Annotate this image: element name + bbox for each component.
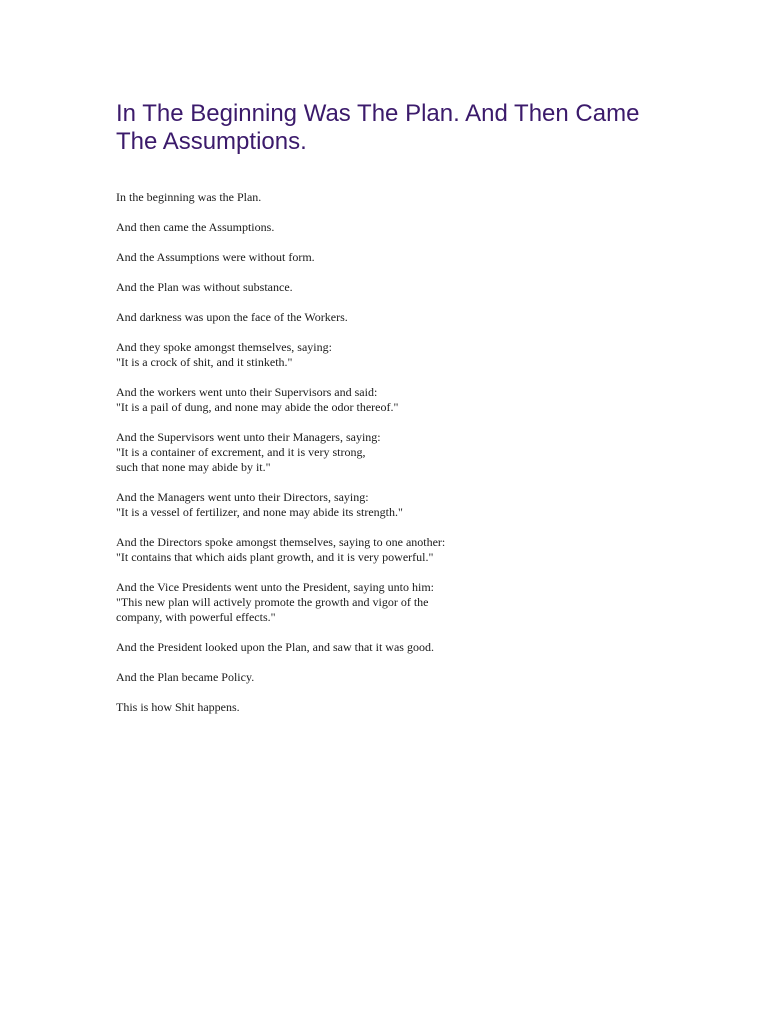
paragraph-line: And the Assumptions were without form.	[116, 250, 315, 264]
paragraph-line: And the Plan was without substance.	[116, 280, 293, 294]
paragraph-line: And the Managers went unto their Directors, saying:	[116, 490, 369, 504]
paragraph	[116, 250, 716, 265]
paragraph-line: "It is a container of excrement, and it is very strong,	[116, 445, 366, 459]
paragraph-line: And the President looked upon the Plan, and saw that it was good.	[116, 640, 434, 654]
paragraph	[116, 580, 716, 625]
paragraph	[116, 700, 716, 715]
paragraph-line: "It is a pail of dung, and none may abide the odor thereof."	[116, 400, 399, 414]
paragraph	[116, 190, 716, 205]
paragraph-line: "It is a vessel of fertilizer, and none may abide its strength."	[116, 505, 403, 519]
paragraph-line: company, with powerful effects."	[116, 610, 276, 624]
paragraph	[116, 340, 716, 370]
paragraph	[116, 670, 716, 685]
paragraph-line: And then came the Assumptions.	[116, 220, 275, 234]
paragraph-line: "This new plan will actively promote the growth and vigor of the	[116, 595, 429, 609]
paragraph-line: And darkness was upon the face of the Workers.	[116, 310, 348, 324]
paragraph	[116, 280, 716, 295]
paragraph-line: And the Supervisors went unto their Managers, saying:	[116, 430, 381, 444]
paragraph-line: And they spoke amongst themselves, saying:	[116, 340, 332, 354]
document-title: In The Beginning Was The Plan. And Then Came The Assumptions.	[116, 100, 640, 155]
paragraph	[116, 220, 716, 235]
paragraph-line: This is how Shit happens.	[116, 700, 240, 714]
paragraph	[116, 310, 716, 325]
paragraph	[116, 490, 716, 520]
paragraph-line: In the beginning was the Plan.	[116, 190, 262, 204]
paragraph	[116, 385, 716, 415]
paragraph-line: "It is a crock of shit, and it stinketh."	[116, 355, 293, 369]
paragraph	[116, 535, 716, 565]
paragraph-line: And the Directors spoke amongst themselves, saying to one another:	[116, 535, 446, 549]
paragraph	[116, 640, 716, 655]
paragraph-line: such that none may abide by it."	[116, 460, 271, 474]
paragraph-line: "It contains that which aids plant growth, and it is very powerful."	[116, 550, 434, 564]
paragraph-line: And the Plan became Policy.	[116, 670, 255, 684]
document-body	[116, 190, 716, 730]
paragraph	[116, 430, 716, 475]
paragraph-line: And the workers went unto their Supervisors and said:	[116, 385, 378, 399]
paragraph-line: And the Vice Presidents went unto the President, saying unto him:	[116, 580, 435, 594]
